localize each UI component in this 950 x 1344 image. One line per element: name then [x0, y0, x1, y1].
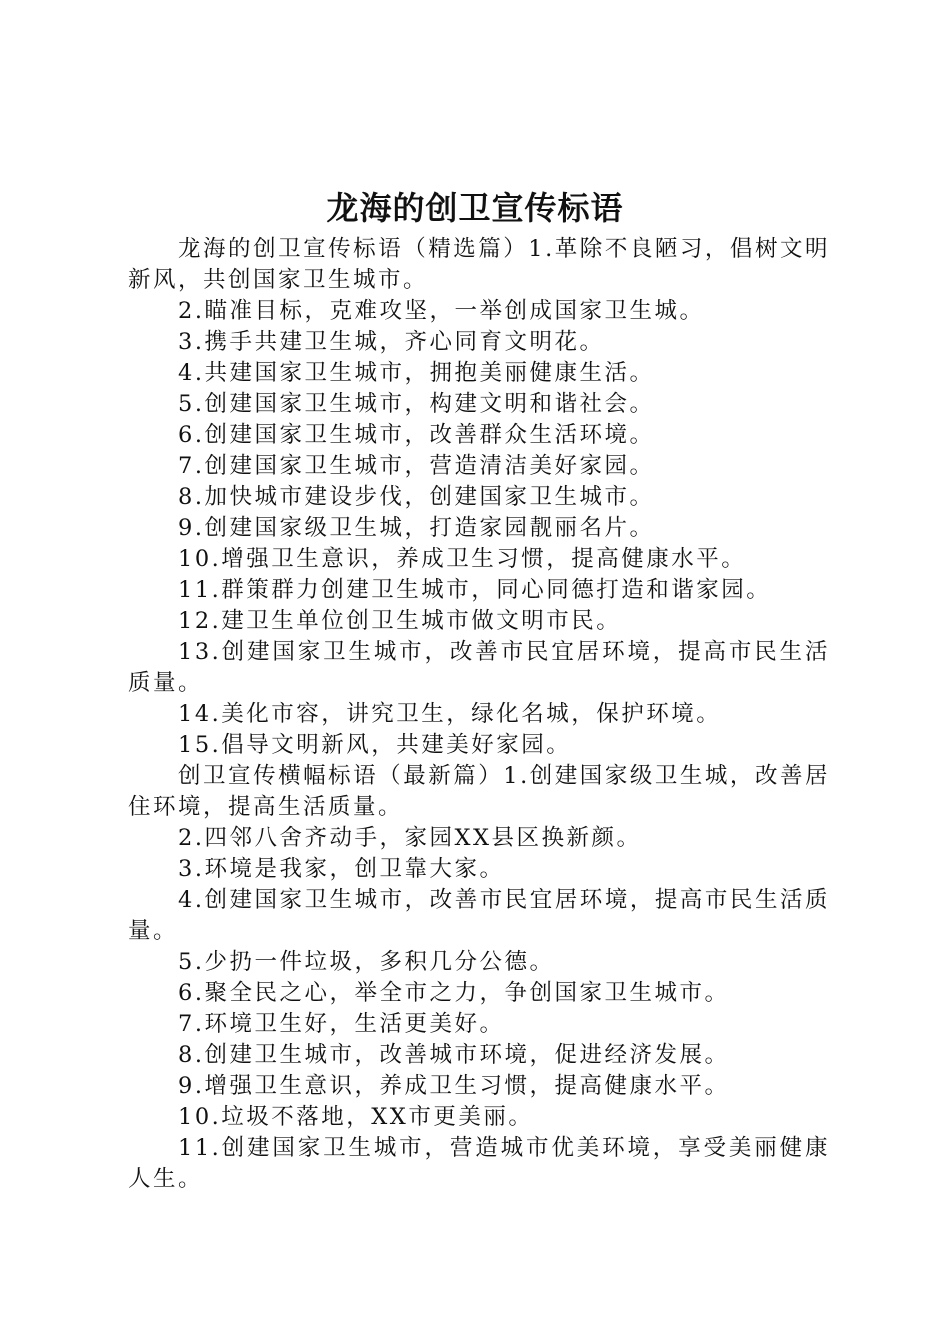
paragraph: 7.环境卫生好，生活更美好。: [178, 1011, 505, 1037]
paragraph: 7.创建国家卫生城市，营造清洁美好家园。: [178, 453, 655, 479]
paragraph: 2.瞄准目标，克难攻坚，一举创成国家卫生城。: [178, 298, 705, 324]
paragraph: 6.聚全民之心，举全市之力，争创国家卫生城市。: [178, 980, 730, 1006]
paragraph: 5.创建国家卫生城市，构建文明和谐社会。: [178, 391, 655, 417]
paragraph: 6.创建国家卫生城市，改善群众生活环境。: [178, 422, 655, 448]
paragraph: 8.加快城市建设步伐，创建国家卫生城市。: [178, 484, 655, 510]
paragraph: 10.增强卫生意识，养成卫生习惯，提高健康水平。: [178, 546, 747, 572]
document-body: [128, 234, 830, 1195]
paragraph: 3.环境是我家，创卫靠大家。: [178, 856, 505, 882]
paragraph: 15.倡导文明新风，共建美好家园。: [178, 732, 572, 758]
paragraph: 9.增强卫生意识，养成卫生习惯，提高健康水平。: [178, 1073, 730, 1099]
paragraph: 5.少扔一件垃圾，多积几分公德。: [178, 949, 555, 975]
paragraph: 龙海的创卫宣传标语（精选篇）1.革除不良陋习，倡树文明新风，共创国家卫生城市。: [128, 236, 830, 293]
paragraph: 4.创建国家卫生城市，改善市民宜居环境，提高市民生活质量。: [128, 887, 830, 944]
paragraph: 11.群策群力创建卫生城市，同心同德打造和谐家园。: [178, 577, 772, 603]
paragraph: 2.四邻八舍齐动手，家园XX县区换新颜。: [178, 825, 642, 851]
document-title: 龙海的创卫宣传标语: [326, 189, 624, 227]
paragraph: 创卫宣传横幅标语（最新篇）1.创建国家级卫生城，改善居住环境，提高生活质量。: [128, 763, 830, 820]
paragraph: 14.美化市容，讲究卫生，绿化名城，保护环境。: [178, 701, 722, 727]
paragraph: 12.建卫生单位创卫生城市做文明市民。: [178, 608, 622, 634]
paragraph: 8.创建卫生城市，改善城市环境，促进经济发展。: [178, 1042, 730, 1068]
paragraph: 3.携手共建卫生城，齐心同育文明花。: [178, 329, 605, 355]
paragraph: 11.创建国家卫生城市，营造城市优美环境，享受美丽健康人生。: [128, 1135, 830, 1192]
paragraph: 9.创建国家级卫生城，打造家园靓丽名片。: [178, 515, 655, 541]
paragraph: 4.共建国家卫生城市，拥抱美丽健康生活。: [178, 360, 655, 386]
paragraph: 10.垃圾不落地，XX市更美丽。: [178, 1104, 534, 1130]
paragraph: 13.创建国家卫生城市，改善市民宜居环境，提高市民生活质量。: [128, 639, 830, 696]
